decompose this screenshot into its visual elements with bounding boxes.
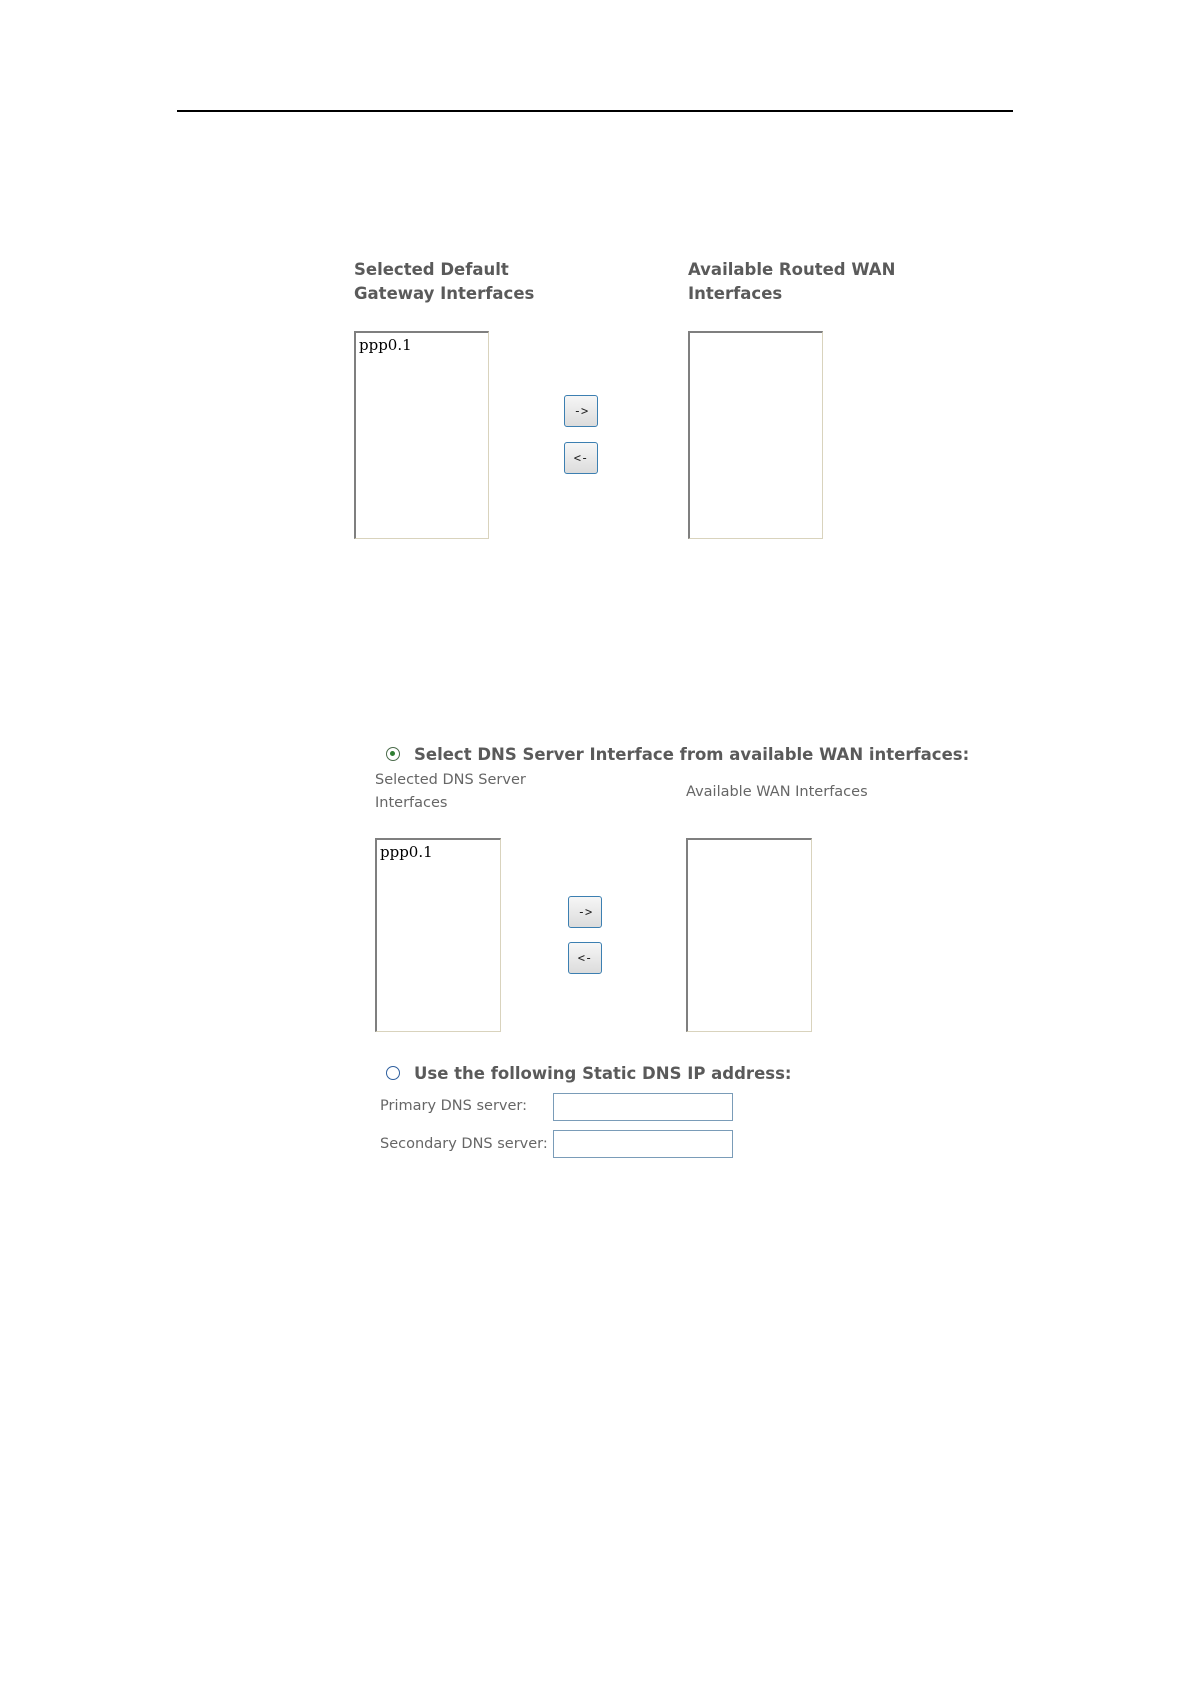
- radio-selected-dot: [390, 751, 395, 756]
- available-routed-wan-header: [688, 258, 895, 306]
- available-wan-header: Available WAN Interfaces: [686, 784, 868, 800]
- secondary-dns-label: Secondary DNS server:: [380, 1136, 548, 1152]
- available-routed-wan-header-line1: Available Routed WAN: [688, 260, 896, 279]
- selected-dns-header-line2: Interfaces: [375, 795, 448, 811]
- dns-interface-option-label: Select DNS Server Interface from available WAN interfaces:: [414, 745, 970, 764]
- available-wan-listbox[interactable]: [686, 838, 812, 1032]
- move-right-label: ->: [577, 905, 593, 919]
- gateway-move-right-button[interactable]: [564, 395, 598, 427]
- dns-interface-radio[interactable]: [386, 747, 400, 761]
- page-header-rule: [177, 110, 1013, 112]
- dns-move-right-button[interactable]: [568, 896, 602, 928]
- static-dns-option-label: Use the following Static DNS IP address:: [414, 1064, 792, 1083]
- static-dns-radio[interactable]: [386, 1066, 400, 1080]
- selected-dns-header-line1: Selected DNS Server: [375, 772, 526, 788]
- primary-dns-label: Primary DNS server:: [380, 1098, 527, 1114]
- selected-gateway-header: [354, 258, 534, 306]
- secondary-dns-input[interactable]: [553, 1130, 733, 1158]
- dns-move-left-button[interactable]: [568, 942, 602, 974]
- selected-gateway-listbox[interactable]: [354, 331, 489, 539]
- primary-dns-input[interactable]: [553, 1093, 733, 1121]
- selected-dns-listbox[interactable]: [375, 838, 501, 1032]
- selected-gateway-header-line2: Gateway Interfaces: [354, 284, 535, 303]
- gateway-move-left-button[interactable]: [564, 442, 598, 474]
- available-routed-wan-listbox[interactable]: [688, 331, 823, 539]
- move-left-label: <-: [577, 951, 593, 965]
- selected-gateway-header-line1: Selected Default: [354, 260, 509, 279]
- move-left-label: <-: [573, 451, 589, 465]
- list-item[interactable]: ppp0.1: [380, 843, 433, 861]
- selected-dns-header: [375, 769, 526, 815]
- list-item[interactable]: ppp0.1: [359, 336, 412, 354]
- available-routed-wan-header-line2: Interfaces: [688, 284, 783, 303]
- move-right-label: ->: [573, 404, 589, 418]
